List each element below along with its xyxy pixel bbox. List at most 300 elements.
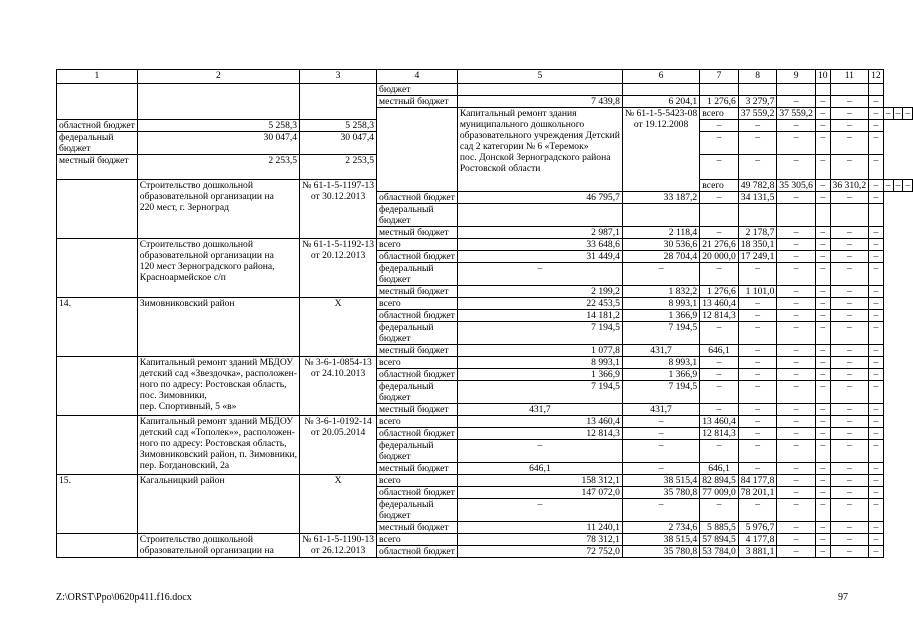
table-cell: – — [777, 487, 816, 499]
table-cell: – — [738, 322, 777, 345]
table-row — [57, 475, 913, 487]
table-cell: 38 515,4 — [622, 475, 699, 487]
table-cell: 5 976,7 — [738, 522, 777, 534]
table-cell: – — [457, 440, 622, 463]
table-cell: 646,1 — [700, 345, 739, 357]
table-cell: 46 795,7 — [457, 192, 622, 204]
table-cell — [738, 204, 777, 227]
table-cell: – — [777, 522, 816, 534]
table-cell: 2 734,6 — [622, 522, 699, 534]
table-cell: 2 987,1 — [457, 227, 622, 239]
table-cell — [869, 204, 884, 227]
table-cell: – — [869, 404, 884, 416]
table-cell: – — [893, 180, 903, 192]
table-cell: 30 047,4 — [137, 132, 299, 155]
table-cell: – — [893, 108, 903, 120]
table-cell: 1 276,6 — [700, 96, 739, 108]
table-cell: 8 993,1 — [457, 357, 622, 369]
table-cell: – — [815, 322, 830, 345]
table-cell: № 61-1-5-1197-13 от 30.12.2013 — [300, 180, 377, 239]
table-cell — [57, 416, 138, 475]
table-cell: 158 312,1 — [457, 475, 622, 487]
table-cell: – — [815, 440, 830, 463]
table-cell: – — [777, 298, 816, 310]
table-cell: 7 194,5 — [622, 381, 699, 404]
table-cell: 1 077,8 — [457, 345, 622, 357]
table-cell: – — [830, 108, 869, 120]
table-cell: – — [777, 428, 816, 440]
table-cell — [57, 239, 138, 298]
table-cell: всего — [700, 108, 739, 120]
table-cell: – — [830, 546, 869, 558]
table-cell: – — [700, 120, 739, 132]
table-cell: местный бюджет — [377, 345, 458, 357]
table-cell: 34 131,5 — [738, 192, 777, 204]
table-cell: – — [777, 369, 816, 381]
table-cell: – — [777, 286, 816, 298]
footer-file-path: Z:\ORST\Ppo\0620p411.f16.docx — [56, 592, 192, 603]
table-cell: областной бюджет — [377, 310, 458, 322]
table-cell: – — [738, 463, 777, 475]
table-cell: 7 194,5 — [457, 322, 622, 345]
table-cell: – — [777, 404, 816, 416]
table-cell: 13 460,4 — [457, 416, 622, 428]
table-row — [57, 357, 913, 369]
table-cell: – — [815, 155, 830, 180]
table-cell: 11 240,1 — [457, 522, 622, 534]
table-cell: – — [622, 416, 699, 428]
table-cell: – — [869, 286, 884, 298]
table-cell: – — [869, 499, 884, 522]
table-cell — [830, 84, 869, 96]
table-cell: – — [777, 345, 816, 357]
table-cell: – — [815, 251, 830, 263]
table-cell: – — [815, 369, 830, 381]
column-number: 7 — [700, 70, 739, 84]
table-cell: 2 253,5 — [137, 155, 299, 180]
table-cell: – — [815, 132, 830, 155]
table-cell: – — [830, 428, 869, 440]
table-cell: – — [830, 522, 869, 534]
table-cell: Капитальный ремонт зданий МБДОУ детский сад «Тополек»», расположен- ного по адресу: Ростовская область, Зимовниковский район, п. Зимовники, пер. Богдановский, 2а — [137, 416, 299, 475]
table-cell: 7 439,8 — [457, 96, 622, 108]
table-cell: 4 177,8 — [738, 534, 777, 546]
table-cell — [57, 84, 138, 120]
table-cell: – — [830, 298, 869, 310]
table-cell: – — [869, 322, 884, 345]
table-cell: местный бюджет — [377, 227, 458, 239]
table-cell: – — [457, 499, 622, 522]
column-number: 12 — [869, 70, 884, 84]
table-cell: 13 460,4 — [700, 298, 739, 310]
table-cell: местный бюджет — [377, 522, 458, 534]
table-cell — [700, 84, 739, 96]
table-cell: – — [777, 239, 816, 251]
table-cell: 3 881,1 — [738, 546, 777, 558]
table-cell: – — [869, 227, 884, 239]
table-cell: 72 752,0 — [457, 546, 622, 558]
table-cell: 33 187,2 — [622, 192, 699, 204]
table-cell: 22 453,5 — [457, 298, 622, 310]
table-cell: 1 832,2 — [622, 286, 699, 298]
table-cell: бюджет — [377, 84, 458, 96]
table-cell: 2 178,7 — [738, 227, 777, 239]
table-cell: 30 536,6 — [622, 239, 699, 251]
table-cell: – — [830, 132, 869, 155]
table-cell: – — [777, 381, 816, 404]
table-cell: местный бюджет — [377, 96, 458, 108]
table-cell: – — [869, 381, 884, 404]
table-cell: – — [869, 522, 884, 534]
table-cell: 53 784,0 — [700, 546, 739, 558]
table-cell: – — [457, 263, 622, 286]
table-cell: – — [777, 499, 816, 522]
table-cell: – — [777, 155, 816, 180]
table-cell: 2 118,4 — [622, 227, 699, 239]
table-cell: 38 515,4 — [622, 534, 699, 546]
table-cell: – — [700, 227, 739, 239]
table-cell: всего — [377, 534, 458, 546]
table-cell: – — [700, 369, 739, 381]
table-cell: – — [815, 404, 830, 416]
table-cell: – — [830, 463, 869, 475]
table-cell: – — [830, 227, 869, 239]
table-cell: 20 000,0 — [700, 251, 739, 263]
table-cell: всего — [377, 298, 458, 310]
table-cell: – — [815, 381, 830, 404]
table-cell: – — [883, 108, 893, 120]
table-cell: – — [869, 416, 884, 428]
table-cell: – — [777, 534, 816, 546]
table-cell — [622, 204, 699, 227]
table-cell: 14 181,2 — [457, 310, 622, 322]
table-cell: 431,7 — [457, 404, 622, 416]
table-cell: – — [777, 120, 816, 132]
table-cell: 1 101,0 — [738, 286, 777, 298]
table-cell: – — [622, 499, 699, 522]
column-number-row — [57, 70, 913, 84]
table-cell: – — [700, 499, 739, 522]
table-row — [57, 239, 913, 251]
table-cell: – — [830, 416, 869, 428]
table-cell: – — [777, 192, 816, 204]
table-cell — [777, 204, 816, 227]
table-cell: – — [738, 263, 777, 286]
table-cell: – — [738, 416, 777, 428]
table-cell: местный бюджет — [377, 286, 458, 298]
table-cell: 37 559,2 — [738, 108, 777, 120]
table-cell: Строительство дошкольной образовательной организации на — [137, 534, 299, 558]
table-cell: – — [777, 227, 816, 239]
table-cell: – — [869, 298, 884, 310]
column-number: 2 — [137, 70, 299, 84]
table-cell: 82 894,5 — [700, 475, 739, 487]
table-cell: – — [815, 263, 830, 286]
table-cell: – — [869, 345, 884, 357]
table-cell: – — [830, 120, 869, 132]
table-cell: – — [815, 96, 830, 108]
table-cell — [57, 357, 138, 416]
table-cell — [57, 180, 138, 239]
table-cell: 15. — [57, 475, 138, 534]
table-cell: Капитальный ремонт здания муниципального дошкольного образовательного учреждения Детский сад 2 категории № 6 «Теремок» пос. Донской Зерноградского района Ростовской области — [457, 108, 622, 192]
table-cell: – — [738, 428, 777, 440]
table-cell: 33 648,6 — [457, 239, 622, 251]
table-cell: № 61-1-5-1192-13 от 20.12.2013 — [300, 239, 377, 298]
table-row — [57, 416, 913, 428]
table-cell: федеральный бюджет — [57, 132, 138, 155]
table-cell: – — [700, 263, 739, 286]
table-cell: – — [700, 322, 739, 345]
table-cell: 77 009,0 — [700, 487, 739, 499]
table-cell — [137, 84, 299, 120]
table-cell: – — [830, 263, 869, 286]
table-cell: – — [869, 475, 884, 487]
table-cell: 1 366,9 — [622, 369, 699, 381]
table-cell: – — [830, 239, 869, 251]
table-cell: – — [815, 546, 830, 558]
table-cell: – — [830, 404, 869, 416]
table-cell: 35 780,8 — [622, 487, 699, 499]
table-cell: – — [700, 404, 739, 416]
table-cell: – — [815, 345, 830, 357]
table-cell: областной бюджет — [377, 487, 458, 499]
table-cell — [700, 204, 739, 227]
table-cell: – — [815, 298, 830, 310]
table-cell: – — [869, 369, 884, 381]
table-cell: 1 366,9 — [457, 369, 622, 381]
table-cell: областной бюджет — [377, 546, 458, 558]
table-cell: – — [738, 499, 777, 522]
table-cell: областной бюджет — [377, 251, 458, 263]
table-cell: – — [777, 322, 816, 345]
table-cell: – — [830, 487, 869, 499]
table-cell: – — [738, 369, 777, 381]
table-cell: – — [869, 251, 884, 263]
table-row — [57, 534, 913, 546]
table-cell: – — [777, 310, 816, 322]
table-cell: 31 449,4 — [457, 251, 622, 263]
table-cell: Капитальный ремонт зданий МБДОУ детский сад «Звездочка», расположен- ного по адресу: Ростовская область, пос. Зимовники, пер. Спортивный, 5 «в» — [137, 357, 299, 416]
table-cell: – — [869, 180, 884, 192]
table-cell: – — [869, 487, 884, 499]
table-cell: – — [738, 381, 777, 404]
table-cell: всего — [377, 357, 458, 369]
table-cell: 36 310,2 — [830, 180, 869, 192]
table-cell: 1 366,9 — [622, 310, 699, 322]
table-cell: – — [700, 357, 739, 369]
table-row — [57, 298, 913, 310]
table-cell: местный бюджет — [377, 463, 458, 475]
table-cell: № 61-1-5-5423-08 от 19.12.2008 — [622, 108, 699, 192]
table-cell: – — [815, 428, 830, 440]
table-cell: № 61-1-5-1190-13 от 26.12.2013 — [300, 534, 377, 558]
table-cell: – — [815, 416, 830, 428]
table-cell: – — [903, 108, 913, 120]
table-cell: 13 460,4 — [700, 416, 739, 428]
table-cell: федеральный бюджет — [377, 440, 458, 463]
table-cell: – — [738, 132, 777, 155]
table-cell: всего — [377, 416, 458, 428]
table-cell — [300, 84, 377, 120]
table-cell: – — [869, 440, 884, 463]
table-cell: – — [777, 357, 816, 369]
table-cell: – — [777, 463, 816, 475]
table-cell: – — [830, 322, 869, 345]
table-cell: 57 894,5 — [700, 534, 739, 546]
table-cell: – — [815, 310, 830, 322]
table-cell — [377, 108, 458, 192]
table-cell: – — [815, 192, 830, 204]
table-cell: – — [869, 192, 884, 204]
table-cell: – — [869, 310, 884, 322]
table-cell: 37 559,2 — [777, 108, 816, 120]
table-cell: 12 814,3 — [700, 428, 739, 440]
table-cell: 646,1 — [457, 463, 622, 475]
table-cell: – — [869, 239, 884, 251]
table-cell: – — [815, 180, 830, 192]
table-cell: федеральный бюджет — [377, 263, 458, 286]
table-cell: – — [815, 357, 830, 369]
table-cell: областной бюджет — [57, 120, 138, 132]
table-cell — [815, 204, 830, 227]
table-cell: – — [777, 416, 816, 428]
table-cell: – — [869, 120, 884, 132]
table-cell: Строительство дошкольной образовательной организации на 220 мест, г. Зерноград — [137, 180, 299, 239]
table-cell: – — [903, 180, 913, 192]
column-number: 4 — [377, 70, 458, 84]
table-cell: 21 276,6 — [700, 239, 739, 251]
table-cell: – — [869, 155, 884, 180]
table-cell: – — [830, 192, 869, 204]
table-cell: № 3-6-1-0854-13 от 24.10.2013 — [300, 357, 377, 416]
table-cell — [57, 534, 138, 558]
column-number: 6 — [622, 70, 699, 84]
table-cell: – — [830, 499, 869, 522]
table-cell: 7 194,5 — [457, 381, 622, 404]
table-cell: – — [869, 96, 884, 108]
column-number: 5 — [457, 70, 622, 84]
budget-table — [56, 69, 913, 558]
table-cell: – — [830, 286, 869, 298]
table-cell: – — [738, 357, 777, 369]
table-cell: – — [777, 251, 816, 263]
table-cell: всего — [700, 180, 739, 192]
table-cell: – — [830, 357, 869, 369]
table-cell: областной бюджет — [377, 369, 458, 381]
table-cell: 3 279,7 — [738, 96, 777, 108]
table-cell: 49 782,8 — [738, 180, 777, 192]
table-cell: 17 249,1 — [738, 251, 777, 263]
table-cell: местный бюджет — [57, 155, 138, 180]
table-cell: местный бюджет — [377, 404, 458, 416]
table-cell — [622, 84, 699, 96]
table-cell — [457, 84, 622, 96]
table-cell: – — [777, 96, 816, 108]
table-cell: федеральный бюджет — [377, 204, 458, 227]
table-cell: 35 780,8 — [622, 546, 699, 558]
table-cell: 14. — [57, 298, 138, 357]
page-number: 97 — [838, 592, 848, 603]
table-cell: 35 305,6 — [777, 180, 816, 192]
table-cell — [457, 204, 622, 227]
table-cell: 7 194,5 — [622, 322, 699, 345]
table-cell: 12 814,3 — [700, 310, 739, 322]
table-cell: 2 253,5 — [300, 155, 377, 180]
table-cell: – — [815, 120, 830, 132]
table-cell: 1 276,6 — [700, 286, 739, 298]
table-cell: – — [815, 487, 830, 499]
table-cell: 5 258,3 — [137, 120, 299, 132]
table-cell: 8 993,1 — [622, 298, 699, 310]
table-cell: – — [830, 381, 869, 404]
table-cell: – — [815, 522, 830, 534]
table-cell — [830, 204, 869, 227]
table-cell: – — [738, 404, 777, 416]
table-cell: – — [830, 310, 869, 322]
table-cell: 147 072,0 — [457, 487, 622, 499]
table-cell: 431,7 — [622, 404, 699, 416]
table-cell: 6 204,1 — [622, 96, 699, 108]
table-cell: федеральный бюджет — [377, 322, 458, 345]
table-cell: – — [815, 534, 830, 546]
table-cell: – — [777, 132, 816, 155]
table-cell: – — [777, 440, 816, 463]
table-cell: 18 350,1 — [738, 239, 777, 251]
column-number: 1 — [57, 70, 138, 84]
table-cell: – — [815, 227, 830, 239]
table-cell: – — [777, 263, 816, 286]
table-cell: 84 177,8 — [738, 475, 777, 487]
table-cell: X — [300, 298, 377, 357]
table-row — [57, 84, 913, 96]
table-cell: Строительство дошкольной образовательной организации на 120 мест Зерноградского района, Красноармейское с/п — [137, 239, 299, 298]
table-cell: № 3-6-1-0192-14 от 20.05.2014 — [300, 416, 377, 475]
table-cell: всего — [377, 475, 458, 487]
table-cell: – — [830, 155, 869, 180]
table-cell: Кагальницкий район — [137, 475, 299, 534]
table-cell: 5 885,5 — [700, 522, 739, 534]
table-cell: – — [738, 345, 777, 357]
table-cell: – — [738, 440, 777, 463]
table-cell: 646,1 — [700, 463, 739, 475]
table-cell: – — [830, 475, 869, 487]
table-cell: – — [830, 534, 869, 546]
column-number: 3 — [300, 70, 377, 84]
table-cell: – — [815, 463, 830, 475]
table-cell: – — [700, 192, 739, 204]
table-cell — [738, 84, 777, 96]
table-cell: – — [869, 463, 884, 475]
table-cell: – — [738, 155, 777, 180]
table-cell: 8 993,1 — [622, 357, 699, 369]
table-cell: – — [622, 263, 699, 286]
table-cell: 5 258,3 — [300, 120, 377, 132]
table-cell: федеральный бюджет — [377, 499, 458, 522]
table-cell: областной бюджет — [377, 192, 458, 204]
table-cell: – — [869, 132, 884, 155]
table-cell: – — [869, 263, 884, 286]
column-number: 11 — [830, 70, 869, 84]
table-cell — [777, 84, 816, 96]
column-number: 8 — [738, 70, 777, 84]
table-cell: 431,7 — [622, 345, 699, 357]
table-cell: – — [830, 440, 869, 463]
table-cell: – — [830, 96, 869, 108]
table-cell: – — [830, 345, 869, 357]
table-cell: – — [869, 534, 884, 546]
table-cell: областной бюджет — [377, 428, 458, 440]
